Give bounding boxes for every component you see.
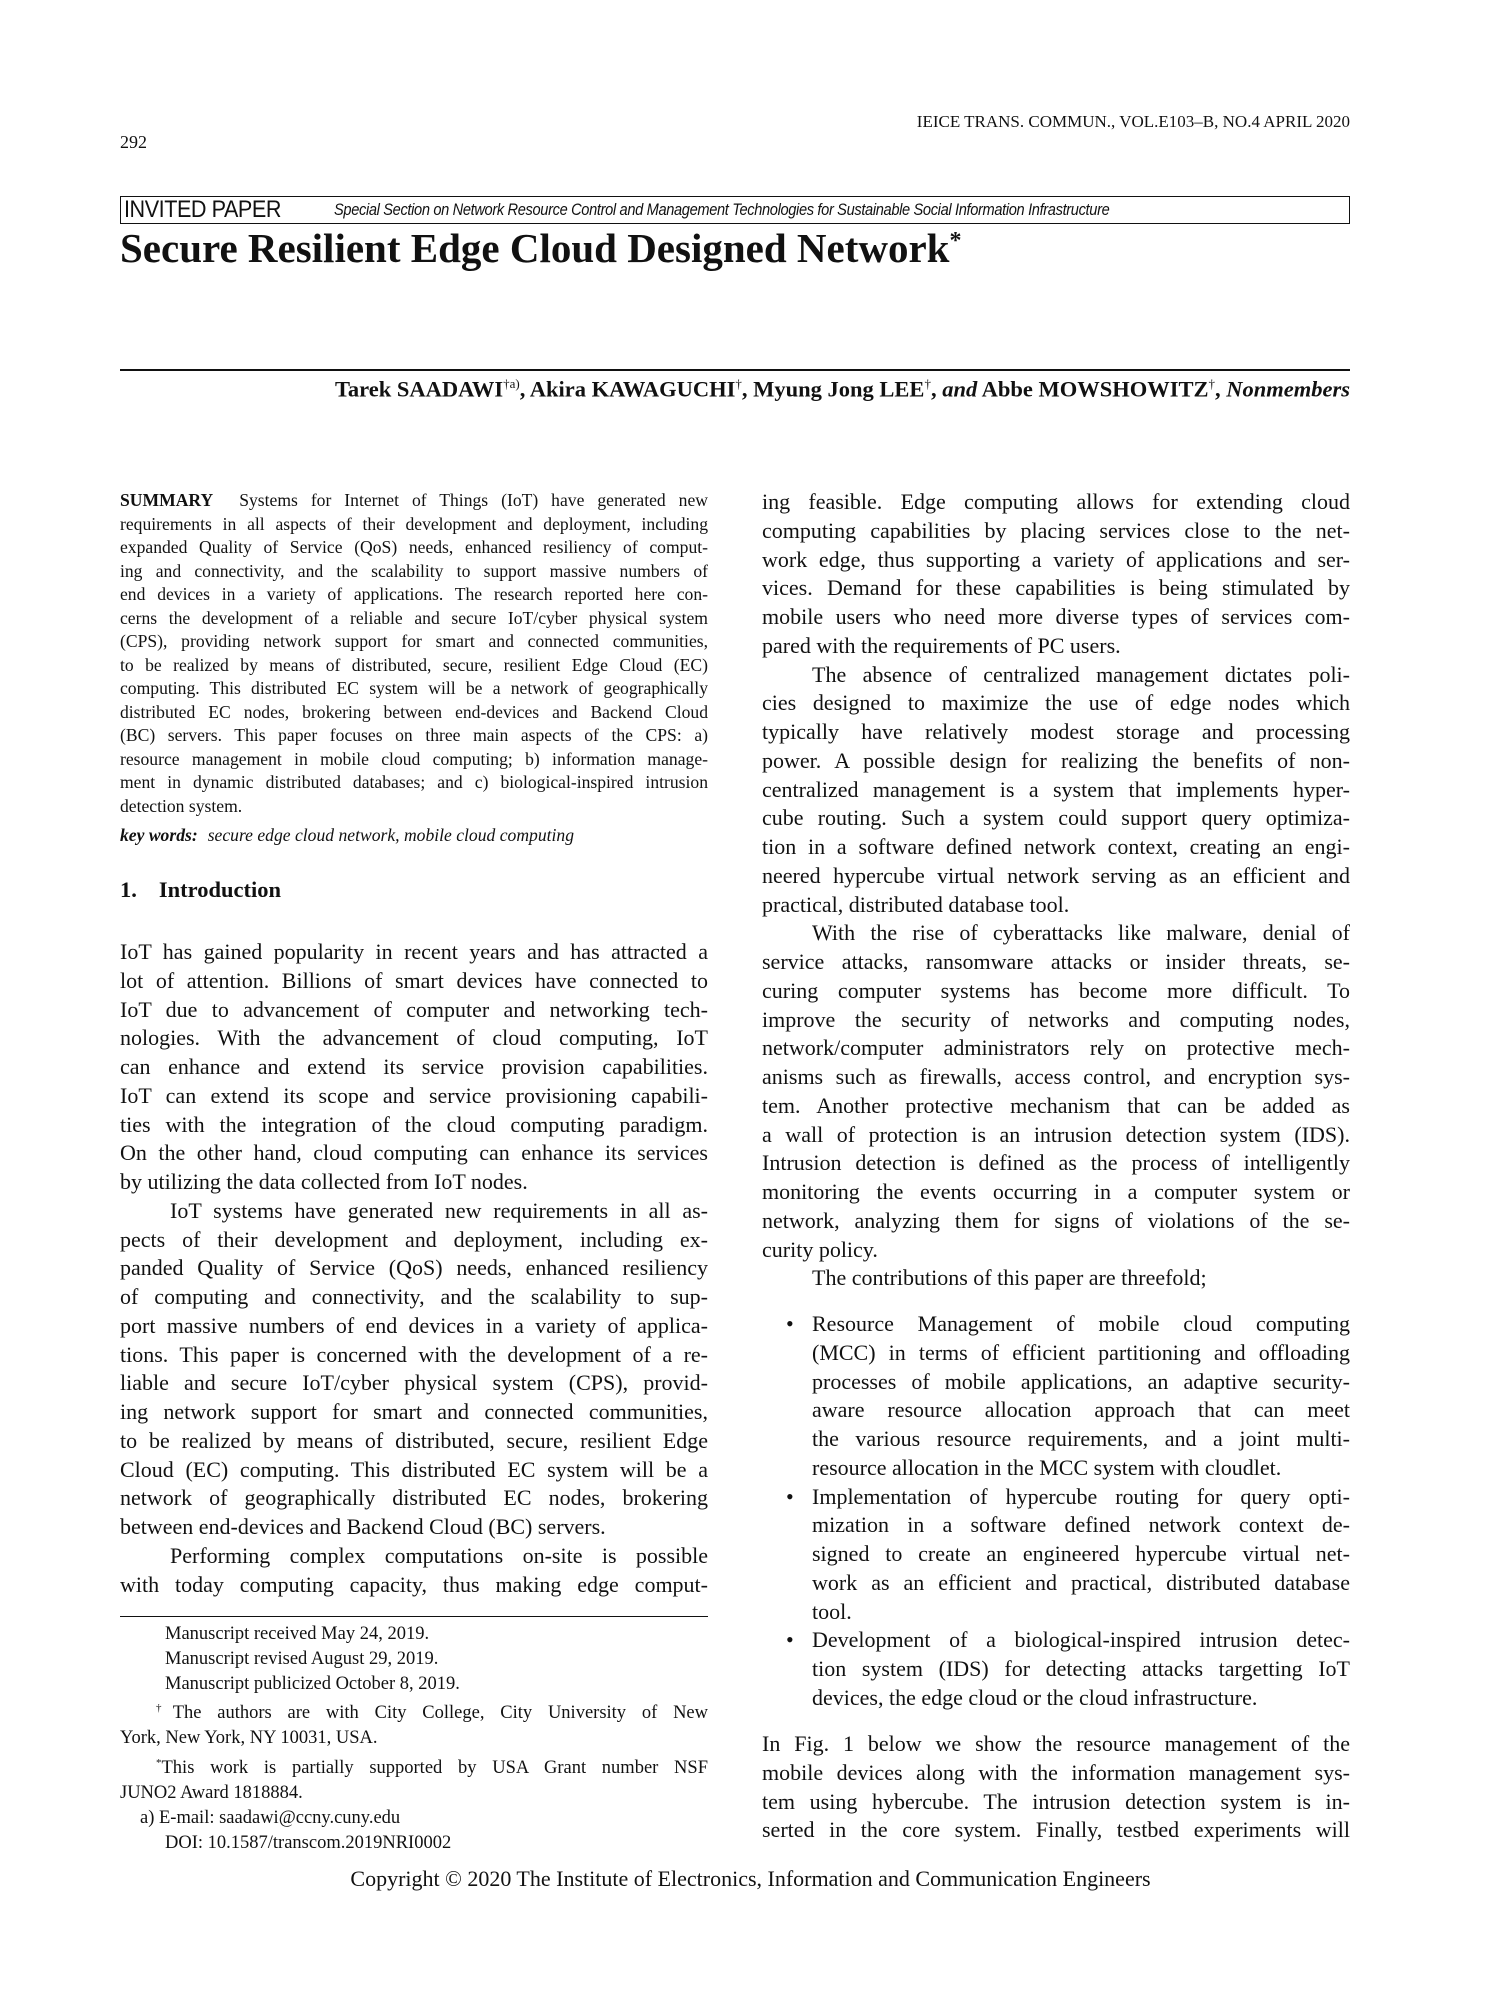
text-line: computing capabilities by placing services close to the net- [762, 517, 1350, 543]
text-line: port massive numbers of end devices in a variety of applica- [120, 1312, 708, 1338]
text-line: expanded Quality of Service (QoS) needs, enhanced resiliency of comput- [120, 537, 708, 557]
text-line: tion in a software defined network context, creating an engi- [762, 834, 1350, 859]
membership-label: Nonmembers [1226, 376, 1350, 402]
text-line: tion system (IDS) for detecting attacks targetting IoT [812, 1656, 1350, 1681]
abstract-text: Systems for Internet of Things (IoT) have generated new [239, 490, 708, 510]
title-footnote-mark: * [949, 228, 962, 254]
text-line: requirements in all aspects of their development and deployment, including [120, 513, 708, 534]
asterisk-mark: * [156, 1757, 162, 1770]
text-line: (BC) servers. This paper focuses on three main aspects of the CPS: a) [120, 725, 708, 745]
text-line: between end-devices and Backend Cloud (BC) servers. [120, 1514, 606, 1539]
text-line: network/computer administrators rely on protective mech- [762, 1035, 1350, 1061]
paragraph [762, 919, 1350, 1264]
text-line: improve the security of networks and computing nodes, [762, 1006, 1350, 1032]
text-line: can enhance and extend its service provision capabilities. [120, 1054, 708, 1079]
text-line: The absence of centralized management dictates poli- [812, 661, 1350, 687]
footnote-received: Manuscript received May 24, 2019. [165, 1624, 430, 1644]
affiliation-text: The authors are with City College, City University of New [172, 1703, 709, 1724]
text-line: Development of a biological-inspired intrusion detec- [812, 1627, 1350, 1653]
right-column-body [762, 488, 1350, 1293]
keywords-label: key words: [120, 825, 198, 845]
text-line: of computing and connectivity, and the scalability to sup- [120, 1284, 708, 1309]
text-line: devices, the edge cloud or the cloud infrastructure. [812, 1684, 1258, 1710]
text-line: serted in the core system. Finally, testbed experiments will [762, 1817, 1350, 1843]
abstract [120, 489, 708, 818]
text-line: processes of mobile applications, an adaptive security- [812, 1368, 1350, 1394]
text-line: IoT due to advancement of computer and networking tech- [120, 996, 708, 1022]
text-line: curing computer systems has become more difficult. To [762, 977, 1350, 1003]
text-line: to be realized by means of distributed, secure, resilient Edge [120, 1427, 708, 1453]
text-line: end devices in a variety of applications. The research reported here con- [120, 584, 708, 604]
bullet-icon: • [786, 1483, 794, 1509]
text-line: practical, distributed database tool. [762, 891, 1070, 917]
title-divider [120, 369, 1350, 371]
text-line: The contributions of this paper are threefold; [812, 1265, 1207, 1291]
author-list [335, 376, 1350, 403]
title-text: Secure Resilient Edge Cloud Designed Network [120, 225, 950, 271]
text-line: aware resource allocation approach that can meet [812, 1397, 1350, 1423]
paragraph [120, 938, 708, 1197]
footnote-divider [120, 1616, 708, 1617]
text-line: vices. Demand for these capabilities is being stimulated by [762, 575, 1350, 601]
text-line: detection system. [120, 795, 243, 816]
text-line: Implementation of hypercube routing for query opti- [812, 1483, 1350, 1509]
text-line: tool. [812, 1598, 852, 1624]
text-line: distributed EC nodes, brokering between end-devices and Backend Cloud [120, 701, 708, 722]
text-line: Cloud (EC) computing. This distributed EC system will be a [120, 1456, 708, 1482]
text-line: nologies. With the advancement of cloud computing, IoT [120, 1025, 708, 1051]
text-line: pared with the requirements of PC users. [762, 632, 1121, 658]
support-text: This work is partially supported by USA Grant number NSF [161, 1758, 708, 1779]
text-line: On the other hand, cloud computing can enhance its services [120, 1140, 708, 1166]
text-line: ing and connectivity, and the scalability to support massive numbers of [120, 560, 708, 581]
text-line: With the rise of cyberattacks like malware, denial of [812, 920, 1350, 946]
email-mark: a) [140, 1807, 155, 1828]
text-line: cube routing. Such a system could support query optimiza- [762, 805, 1350, 831]
section-title: Introduction [158, 877, 281, 902]
section-heading [120, 877, 281, 903]
special-section-label: Special Section on Network Resource Control and Management Technologies for Sustainable Social Information Infrastructure [334, 200, 1110, 219]
text-line: (MCC) in terms of efficient partitioning and offloading [812, 1339, 1350, 1365]
text-line: work as an efficient and practical, distributed database [812, 1569, 1350, 1595]
bullet-icon: • [786, 1311, 794, 1336]
text-line: signed to create an engineered hypercube virtual net- [812, 1541, 1350, 1566]
text-line: tions. This paper is concerned with the development of a re- [120, 1341, 708, 1367]
text-line: curity policy. [762, 1236, 878, 1262]
text-line: cies designed to maximize the use of edge nodes which [762, 690, 1350, 716]
text-line: neered hypercube virtual network serving as an efficient and [762, 862, 1350, 888]
text-line: typically have relatively modest storage and processing [762, 719, 1350, 744]
footnote-affiliation-cont: York, New York, NY 10031, USA. [120, 1728, 378, 1749]
abstract-label: SUMMARY [120, 490, 214, 510]
text-line [120, 489, 708, 513]
paragraph [120, 1197, 708, 1542]
text-line: In Fig. 1 below we show the resource management of the [762, 1731, 1350, 1756]
left-column-body [120, 938, 708, 1599]
right-column-closing [762, 1730, 1350, 1845]
paragraph [762, 1730, 1350, 1845]
page-number: 292 [120, 132, 147, 152]
text-line: IoT can extend its scope and service provisioning capabili- [120, 1082, 708, 1108]
text-line: tem using hybercube. The intrusion detection system is in- [762, 1788, 1350, 1814]
text-line: Intrusion detection is defined as the process of intelligently [762, 1150, 1350, 1176]
dagger-mark: † [156, 1702, 173, 1715]
author-name: , Myung Jong LEE [741, 376, 925, 402]
text-line: with today computing capacity, thus making edge comput- [120, 1571, 708, 1597]
text-line: IoT systems have generated new requirements in all as- [170, 1197, 708, 1223]
list-item [762, 1483, 1350, 1627]
bullet-icon: • [786, 1627, 794, 1653]
author-mark: † [735, 376, 742, 391]
text-line: computing. This distributed EC system will be a network of geographically [120, 678, 708, 698]
contributions-list [762, 1310, 1350, 1713]
text-line: IoT has gained popularity in recent years and has attracted a [120, 939, 708, 964]
text-line: ing network support for smart and connected communities, [120, 1399, 708, 1424]
text-line: mobile devices along with the information management sys- [762, 1759, 1350, 1785]
text-line: mization in a software defined network context de- [812, 1512, 1350, 1538]
author-and: and [942, 376, 978, 402]
text-line: lot of attention. Billions of smart devices have connected to [120, 967, 708, 993]
author-mark: † [1208, 376, 1215, 391]
author-name: Tarek SAADAWI [334, 376, 504, 402]
section-banner [120, 196, 1350, 224]
text-line: anisms such as firewalls, access control, and encryption sys- [762, 1064, 1350, 1089]
paragraph [120, 1542, 708, 1600]
footnote-affiliation [120, 1696, 708, 1726]
text-line: ties with the integration of the cloud computing paradigm. [120, 1111, 708, 1137]
author-mark: † [924, 376, 931, 391]
list-item [762, 1626, 1350, 1712]
text-line: a wall of protection is an intrusion detection system (IDS). [762, 1121, 1350, 1147]
text-line: ing feasible. Edge computing allows for extending cloud [762, 489, 1350, 514]
text-line: ment in dynamic distributed databases; and c) biological-inspired intrusion [120, 772, 708, 792]
paragraph [762, 488, 1350, 661]
text-line: pects of their development and deployment, including ex- [120, 1226, 708, 1252]
paragraph [762, 1264, 1350, 1293]
paragraph [762, 661, 1350, 920]
text-line: the various resource requirements, and a joint multi- [812, 1426, 1350, 1451]
footnote-doi[interactable]: DOI: 10.1587/transcom.2019NRI0002 [165, 1832, 452, 1853]
running-header: IEICE TRANS. COMMUN., VOL.E103–B, NO.4 APRIL 2020 [916, 112, 1350, 131]
author-separator: , [1215, 376, 1227, 402]
text-line: centralized management is a system that implements hyper- [762, 776, 1350, 802]
text-line: resource management in mobile cloud computing; b) information manage- [120, 748, 708, 769]
text-line: monitoring the events occurring in a computer system or [762, 1179, 1350, 1204]
footnote-revised: Manuscript revised August 29, 2019. [165, 1648, 439, 1669]
footnote-email [120, 1806, 708, 1831]
paper-type-label: INVITED PAPER [124, 196, 281, 223]
text-line: mobile users who need more diverse types of services com- [762, 604, 1350, 629]
footnote-support [120, 1751, 708, 1781]
author-mark: †a) [503, 376, 520, 391]
footnote-support-cont: JUNO2 Award 1818884. [120, 1783, 303, 1804]
text-line: by utilizing the data collected from IoT nodes. [120, 1169, 528, 1194]
text-line: to be realized by means of distributed, secure, resilient Edge Cloud (EC) [120, 654, 708, 675]
text-line: work edge, thus supporting a variety of applications and ser- [762, 546, 1350, 572]
list-item [762, 1310, 1350, 1483]
text-line: network, analyzing them for signs of violations of the se- [762, 1207, 1350, 1233]
author-name: , Akira KAWAGUCHI [519, 376, 736, 402]
text-line: service attacks, ransomware attacks or insider threats, se- [762, 949, 1350, 974]
author-name: Abbe MOWSHOWITZ [977, 376, 1209, 402]
section-number: 1. [120, 877, 137, 902]
footnotes [120, 1622, 708, 1855]
text-line: panded Quality of Service (QoS) needs, enhanced resiliency [120, 1255, 708, 1281]
keywords [120, 824, 574, 848]
paper-title [120, 224, 961, 272]
email-text[interactable]: E-mail: saadawi@ccny.cuny.edu [159, 1807, 401, 1828]
text-line: power. A possible design for realizing the benefits of non- [762, 747, 1350, 773]
author-separator: , [930, 376, 943, 402]
footnote-publicized: Manuscript publicized October 8, 2019. [165, 1673, 460, 1694]
text-line: Performing complex computations on-site is possible [170, 1542, 708, 1568]
text-line: tem. Another protective mechanism that can be added as [762, 1092, 1350, 1118]
text-line: cerns the development of a reliable and secure IoT/cyber physical system [120, 607, 708, 628]
text-line: resource allocation in the MCC system with cloudlet. [812, 1454, 1282, 1480]
text-line: liable and secure IoT/cyber physical system (CPS), provid- [120, 1370, 708, 1396]
text-line: network of geographically distributed EC nodes, brokering [120, 1485, 708, 1511]
keywords-text: secure edge cloud network, mobile cloud computing [207, 825, 574, 845]
text-line: Resource Management of mobile cloud computing [812, 1311, 1350, 1336]
copyright-notice: Copyright © 2020 The Institute of Electronics, Information and Communication Engineers [350, 1866, 1151, 1891]
text-line: (CPS), providing network support for smart and connected communities, [120, 631, 708, 651]
